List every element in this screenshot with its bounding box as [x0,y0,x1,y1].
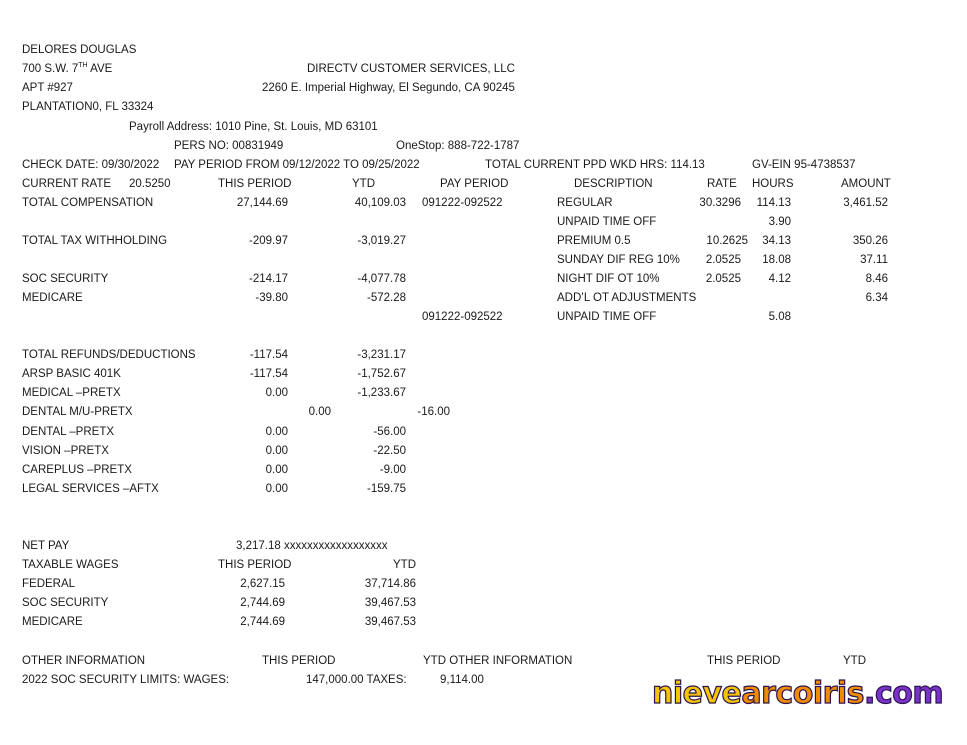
current-rate-value: 20.5250 [129,178,171,190]
earning-hours: 5.08 [768,311,791,323]
deduction-ytd: -9.00 [379,464,406,476]
employee-name: DELORES DOUGLAS [22,44,137,56]
total-compensation-pay-period: 091222-092522 [422,197,503,209]
earning-amount: 350.26 [852,235,888,247]
header-description: DESCRIPTION [574,178,653,190]
total-compensation-this-period: 27,144.69 [236,197,288,209]
header-this-period: THIS PERIOD [218,178,292,190]
total-tax-withholding-ytd: -3,019.27 [357,235,406,247]
deduction-this-period: 0.00 [265,464,288,476]
other-info-ytd-other: YTD OTHER INFORMATION [423,655,573,667]
onestop-phone: OneStop: 888-722-1787 [396,140,520,152]
earning-hours: 114.13 [756,197,791,209]
deduction-ytd: -1,233.67 [357,387,406,399]
earning-description: REGULAR [557,197,613,209]
employee-address-line2: APT #927 [22,82,73,94]
deduction-this-period: -117.54 [249,349,288,361]
deduction-label: VISION –PRETX [22,445,109,457]
employee-address-ordinal: TH [78,62,88,69]
taxable-wages-row-ytd: 39,467.53 [364,616,416,628]
deduction-this-period: 0.00 [265,387,288,399]
deduction-ytd: -159.75 [366,483,406,495]
earning-rate: 2.0525 [705,273,741,285]
other-info-this-period: THIS PERIOD [262,655,336,667]
soc-security-ytd: -4,077.78 [357,273,406,285]
earning-amount: 3,461.52 [843,197,888,209]
soc-security-this-period: -214.17 [248,273,288,285]
deduction-this-period: -117.54 [249,368,288,380]
employer-name: DIRECTV CUSTOMER SERVICES, LLC [307,63,515,75]
earning-rate: 10.2625 [706,235,748,247]
deduction-label: ARSP BASIC 401K [22,368,121,380]
earning-amount: 6.34 [865,292,888,304]
check-date: CHECK DATE: 09/30/2022 [22,159,160,171]
soc-security-limits-label: 2022 SOC SECURITY LIMITS: WAGES: [22,674,230,686]
earning-description: PREMIUM 0.5 [557,235,631,247]
earning-hours: 3.90 [768,216,791,228]
taxable-wages-this-period-header: THIS PERIOD [218,559,292,571]
taxable-wages-row-ytd: 39,467.53 [364,597,416,609]
total-hours: TOTAL CURRENT PPD WKD HRS: 114.13 [485,159,705,171]
employee-address-street: 700 S.W. 7 [22,63,79,75]
gv-ein: GV-EIN 95-4738537 [752,159,856,171]
employee-address-suffix: AVE [87,63,113,75]
total-compensation-label: TOTAL COMPENSATION [22,197,154,209]
earning-amount: 8.46 [865,273,888,285]
deduction-label: TOTAL REFUNDS/DEDUCTIONS [22,349,196,361]
deduction-ytd: -22.50 [373,445,406,457]
employee-address-line1 [22,62,112,76]
deduction-label: LEGAL SERVICES –AFTX [22,483,159,495]
payroll-address: Payroll Address: 1010 Pine, St. Louis, MD 63101 [129,121,378,133]
pers-no: PERS NO: 00831949 [174,140,284,152]
soc-security-limits-taxes: 9,114.00 [440,674,484,686]
earning-rate: 30.3296 [699,197,741,209]
watermark-part-2: arcoiris [741,676,865,711]
taxable-wages-row-label: MEDICARE [22,616,83,628]
medicare-ytd: -572.28 [366,292,406,304]
earning-description: ADD’L OT ADJUSTMENTS [557,292,697,304]
watermark-logo [652,676,943,712]
earning-description: UNPAID TIME OFF [557,216,657,228]
deduction-label: DENTAL –PRETX [22,426,115,438]
earning-description: SUNDAY DIF REG 10% [557,254,680,266]
deduction-this-period: 0.00 [308,406,331,418]
other-info-label: OTHER INFORMATION [22,655,146,667]
employee-address-line3: PLANTATION0, FL 33324 [22,101,154,113]
earning-rate: 2.0525 [705,254,741,266]
earning-amount: 37.11 [860,254,888,266]
other-info-ytd-2: YTD [843,655,866,667]
deduction-ytd: -3,231.17 [357,349,406,361]
taxable-wages-row-this-period: 2,744.69 [240,616,285,628]
header-pay-period: PAY PERIOD [440,178,509,190]
deduction-this-period: 0.00 [265,426,288,438]
net-pay-value: 3,217.18 xxxxxxxxxxxxxxxxxx [236,540,388,552]
header-rate: RATE [707,178,737,190]
earning-hours: 4.12 [768,273,791,285]
soc-security-limits-wages: 147,000.00 TAXES: [306,674,407,686]
taxable-wages-ytd-header: YTD [393,559,416,571]
medicare-this-period: -39.80 [255,292,288,304]
net-pay-label: NET PAY [22,540,70,552]
other-info-this-period-2: THIS PERIOD [707,655,781,667]
pay-period-range: PAY PERIOD FROM 09/12/2022 TO 09/25/2022 [174,159,420,171]
taxable-wages-row-label: FEDERAL [22,578,76,590]
deduction-ytd: -16.00 [417,406,450,418]
deduction-label: CAREPLUS –PRETX [22,464,132,476]
deduction-label: MEDICAL –PRETX [22,387,121,399]
deduction-this-period: 0.00 [265,483,288,495]
taxable-wages-row-this-period: 2,627.15 [240,578,285,590]
current-rate-label: CURRENT RATE [22,178,112,190]
taxable-wages-row-label: SOC SECURITY [22,597,109,609]
header-amount: AMOUNT [841,178,891,190]
deduction-ytd: -56.00 [373,426,406,438]
deduction-label: DENTAL M/U-PRETX [22,406,133,418]
earning-hours: 18.08 [762,254,791,266]
deduction-this-period: 0.00 [265,445,288,457]
taxable-wages-row-this-period: 2,744.69 [240,597,285,609]
header-ytd: YTD [352,178,375,190]
second-pay-period: 091222-092522 [422,311,503,323]
total-tax-withholding-label: TOTAL TAX WITHHOLDING [22,235,168,247]
taxable-wages-label: TAXABLE WAGES [22,559,119,571]
watermark-part-1: nieve [652,676,742,711]
earning-hours: 34.13 [762,235,791,247]
total-compensation-ytd: 40,109.03 [354,197,406,209]
medicare-label: MEDICARE [22,292,83,304]
earning-description: UNPAID TIME OFF [557,311,657,323]
taxable-wages-row-ytd: 37,714.86 [364,578,416,590]
total-tax-withholding-this-period: -209.97 [248,235,288,247]
employer-address: 2260 E. Imperial Highway, El Segundo, CA 90245 [262,82,515,94]
deduction-ytd: -1,752.67 [357,368,406,380]
earning-description: NIGHT DIF OT 10% [557,273,660,285]
header-hours: HOURS [752,178,794,190]
soc-security-label: SOC SECURITY [22,273,109,285]
watermark-part-3: .com [864,676,944,711]
